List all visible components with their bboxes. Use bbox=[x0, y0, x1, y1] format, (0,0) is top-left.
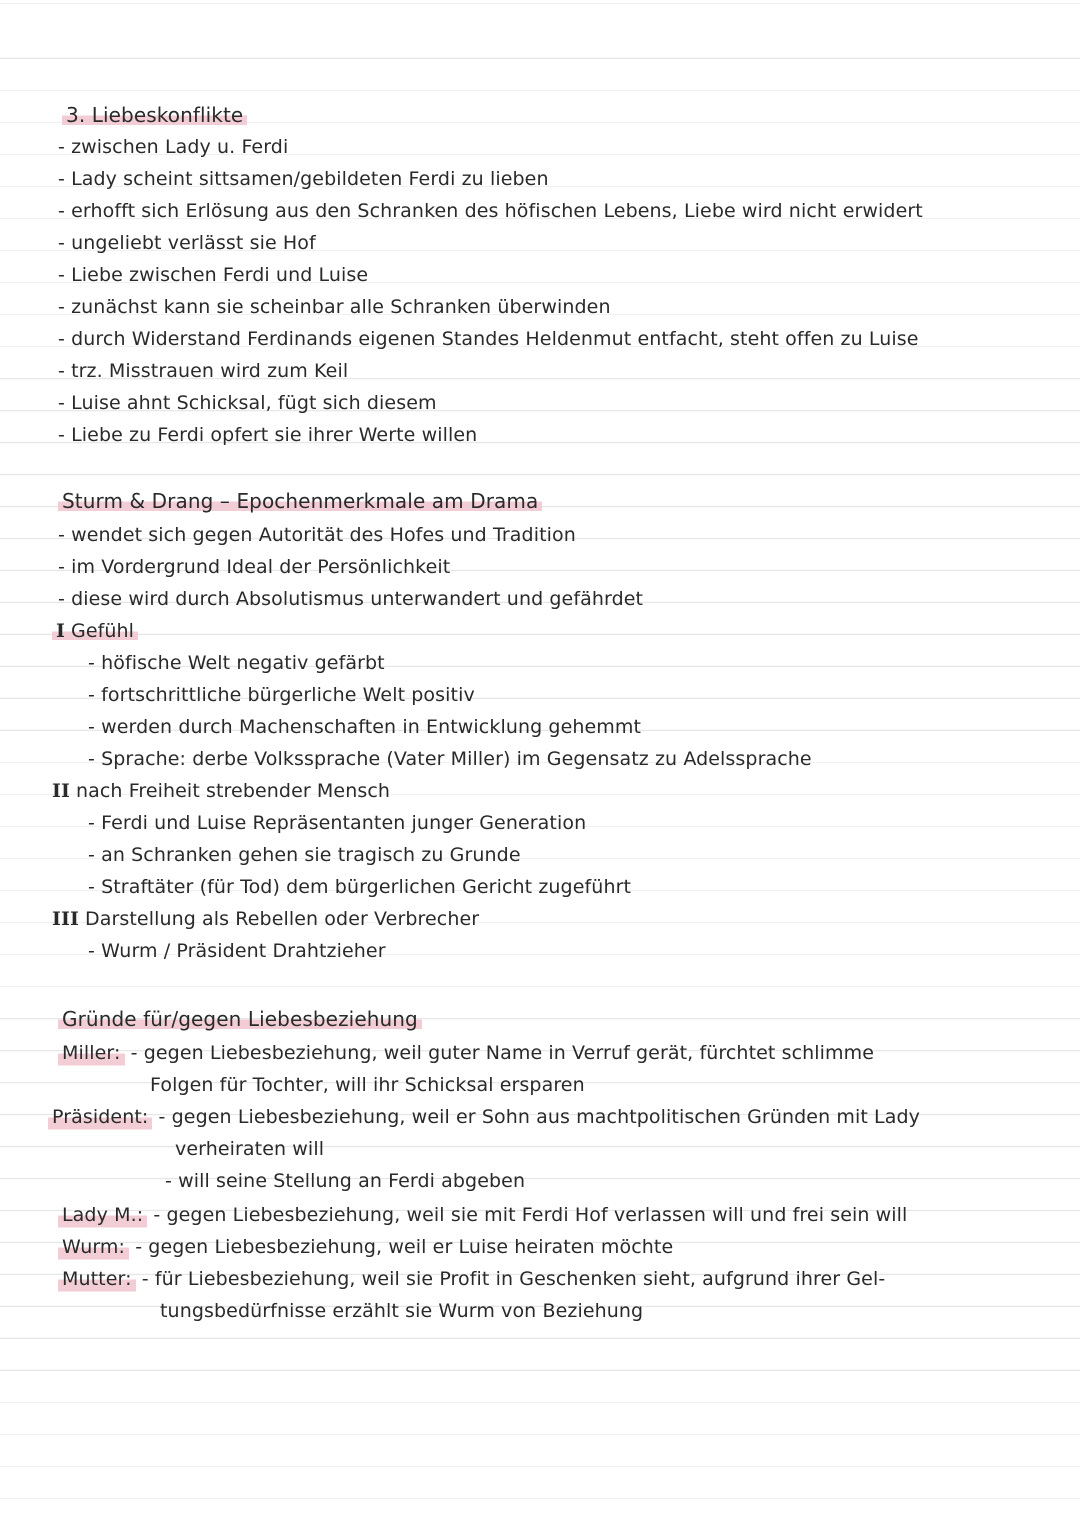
list-item: - ungeliebt verlässt sie Hof bbox=[58, 232, 316, 254]
list-item: - Sprache: derbe Volkssprache (Vater Miller) im Gegensatz zu Adelssprache bbox=[88, 748, 812, 770]
speaker-mutter: Mutter: bbox=[58, 1264, 136, 1294]
section-title-reasons: Gründe für/gegen Liebesbeziehung bbox=[58, 1004, 422, 1034]
list-item: - erhofft sich Erlösung aus den Schranken des höfischen Lebens, Liebe wird nicht erwidert bbox=[58, 200, 923, 222]
list-item: - durch Widerstand Ferdinands eigenen Standes Heldenmut entfacht, steht offen zu Luise bbox=[58, 328, 919, 350]
list-item: - Ferdi und Luise Repräsentanten junger Generation bbox=[88, 812, 587, 834]
list-item: - wendet sich gegen Autorität des Hofes und Tradition bbox=[58, 524, 576, 546]
subheading-freiheit: II nach Freiheit strebender Mensch bbox=[52, 780, 391, 802]
subheading-gefuehl: I Gefühl bbox=[52, 616, 138, 646]
section-title-love-conflicts: 3. Liebeskonflikte bbox=[62, 100, 247, 130]
list-item: - trz. Misstrauen wird zum Keil bbox=[58, 360, 349, 382]
reason-mutter-cont: tungsbedürfnisse erzählt sie Wurm von Beziehung bbox=[160, 1300, 644, 1322]
list-item: - zwischen Lady u. Ferdi bbox=[58, 136, 289, 158]
speaker-praesident: Präsident: bbox=[48, 1102, 152, 1132]
reason-wurm: Wurm: - gegen Liebesbeziehung, weil er Luise heiraten möchte bbox=[58, 1232, 673, 1262]
reason-lady: Lady M.: - gegen Liebesbeziehung, weil sie mit Ferdi Hof verlassen will und frei sein will bbox=[58, 1200, 907, 1230]
list-item: - fortschrittliche bürgerliche Welt positiv bbox=[88, 684, 475, 706]
speaker-wurm: Wurm: bbox=[58, 1232, 129, 1262]
reason-praesident-cont: verheiraten will bbox=[175, 1138, 325, 1160]
list-item: - Liebe zu Ferdi opfert sie ihrer Werte willen bbox=[58, 424, 478, 446]
list-item: - werden durch Machenschaften in Entwicklung gehemmt bbox=[88, 716, 642, 738]
list-item: - zunächst kann sie scheinbar alle Schranken überwinden bbox=[58, 296, 611, 318]
list-item: - Lady scheint sittsamen/gebildeten Ferdi zu lieben bbox=[58, 168, 549, 190]
list-item: - Luise ahnt Schicksal, fügt sich diesem bbox=[58, 392, 437, 414]
reason-miller-cont: Folgen für Tochter, will ihr Schicksal ersparen bbox=[150, 1074, 585, 1096]
list-item: - höfische Welt negativ gefärbt bbox=[88, 652, 385, 674]
reason-miller: Miller: - gegen Liebesbeziehung, weil guter Name in Verruf gerät, fürchtet schlimme bbox=[58, 1038, 874, 1068]
list-item: - Straftäter (für Tod) dem bürgerlichen Gericht zugeführt bbox=[88, 876, 632, 898]
list-item: - Liebe zwischen Ferdi und Luise bbox=[58, 264, 369, 286]
list-item: - an Schranken gehen sie tragisch zu Grunde bbox=[88, 844, 521, 866]
list-item: - diese wird durch Absolutismus unterwandert und gefährdet bbox=[58, 588, 644, 610]
reason-mutter: Mutter: - für Liebesbeziehung, weil sie Profit in Geschenken sieht, aufgrund ihrer Gel- bbox=[58, 1264, 885, 1294]
speaker-lady: Lady M.: bbox=[58, 1200, 147, 1230]
list-item: - im Vordergrund Ideal der Persönlichkeit bbox=[58, 556, 451, 578]
reason-praesident-cont: - will seine Stellung an Ferdi abgeben bbox=[165, 1170, 526, 1192]
list-item: - Wurm / Präsident Drahtzieher bbox=[88, 940, 386, 962]
subheading-darstellung: III Darstellung als Rebellen oder Verbrecher bbox=[52, 908, 480, 930]
section-title-sturm-drang: Sturm & Drang – Epochenmerkmale am Drama bbox=[58, 486, 542, 516]
speaker-miller: Miller: bbox=[58, 1038, 125, 1068]
reason-praesident: Präsident: - gegen Liebesbeziehung, weil er Sohn aus machtpolitischen Gründen mit Lady bbox=[48, 1102, 920, 1132]
